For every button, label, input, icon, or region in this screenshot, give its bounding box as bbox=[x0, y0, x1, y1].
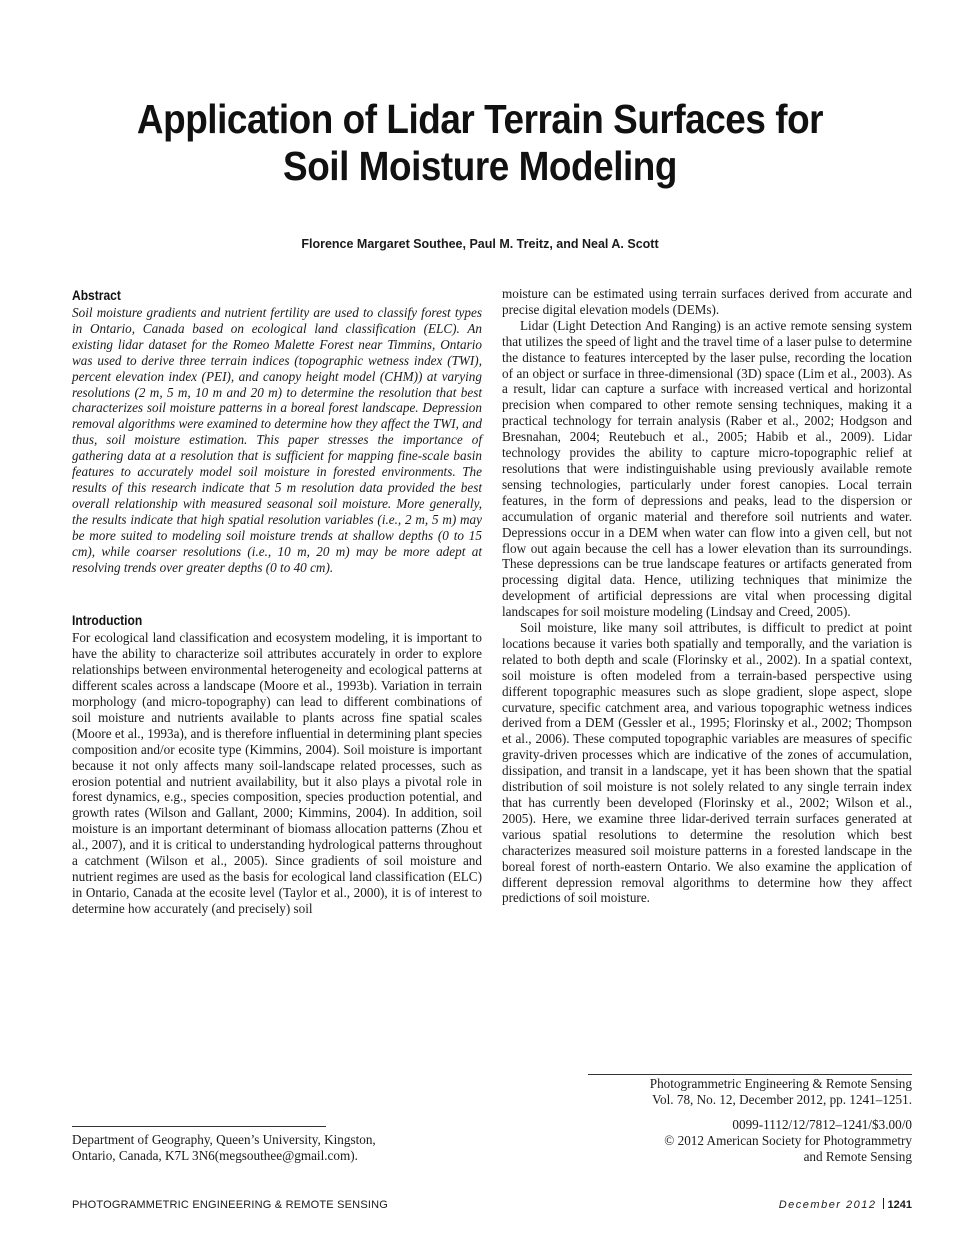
affiliation-line: Department of Geography, Queen’s University, Kingston, bbox=[72, 1132, 376, 1147]
journal-issn: 0099-1112/12/7812–1241/$3.00/0 bbox=[732, 1117, 912, 1132]
lidar-paragraph: Lidar (Light Detection And Ranging) is an active remote sensing system that utilizes the speed of light and the travel time of a laser pulse to determine the distance to features intercepted by the laser pulse, recording the location of an object or surface in three-dimensional (3D) space (Lim et al., 2003). As a result, lidar can capture a surface with increased vertical and horizontal precision when compared to other remote sensing techniques, making it a practical technology for terrain analysis (Raber et al., 2002; Hodgson and Bresnahan, 2004; Reutebuch et al., 2005; Habib et al., 2009). Lidar technology provides the ability to capture micro-topographic relief at resolutions that were indistinguishable using previously available remote sensing technologies, particularly under forest canopies. Local terrain features, in the form of depressions and peaks, lead to the dispersion or accumulation of organic material and therefore soil nutrients and water. Depressions occur in a DEM when water can flow into a given cell, but not flow out again because the cell has a lower elevation than its surroundings. These depressions can be true landscape features or artifacts generated from processing digital data. Hence, utilizing techniques that minimize the development of artificial depressions are vital when processing digital landscapes for soil moisture modeling (Lindsay and Creed, 2005). bbox=[502, 317, 912, 620]
affiliation-line-2: Ontario, Canada, K7L 3N6(megsouthee@gmail.com). bbox=[72, 1148, 358, 1163]
author-affiliation bbox=[72, 1132, 482, 1164]
footnote-rule bbox=[72, 1126, 326, 1127]
copyright-line: © 2012 American Society for Photogrammetry bbox=[664, 1133, 912, 1148]
right-column bbox=[502, 286, 912, 906]
soil-moisture-paragraph: Soil moisture, like many soil attributes, is difficult to predict at point locations because it varies both spatially and temporally, and the variation is related to both depth and scale (Florinsky et al., 2002). In a spatial context, soil moisture is often modeled from a terrain-based perspective using different topographic measures such as slope gradient, slope aspect, slope curvature, specific catchment area, and various topographic wetness indices derived from a DEM (Gessler et al., 1995; Florinsky et al., 2002; Thompson et al., 2006). These computed topographic variables are measures of specific gravity-driven processes which are indicative of the zones of accumulation, dissipation, and transit in a landscape, yet it has been shown that the spatial distribution of soil moisture is not solely related to any single terrain index that has currently been developed (Florinsky et al., 2002; Wilson et al., 2005). Here, we examine three lidar-derived terrain surfaces generated at various spatial resolutions to determine the resolution which best characterizes measured soil moisture patterns in a forested landscape in the boreal forest of north-eastern Ontario. We also examine the application of different depression removal algorithms to determine how they affect predictions of soil moisture. bbox=[502, 620, 912, 906]
abstract-text: Soil moisture gradients and nutrient fertility are used to classify forest types in Ontario, Canada based on ecological land classification (ELC). An existing lidar dataset for the Romeo Malette Forest near Timmins, Ontario was used to derive three terrain indices (topographic wetness index (TWI), percent elevation index (PEI), and canopy height model (CHM)) at varying resolutions (2 m, 5 m, 10 m and 20 m) to determine the resolution that best characterizes soil moisture patterns in a boreal forest landscape. Depression removal algorithms were examined to determine how they affect the TWI, and thus, soil moisture estimation. This paper stresses the importance of gathering data at a resolution that is sufficient for mapping fine-scale basin features to accurately model soil moisture in forested environments. The results of this research indicate that 5 m resolution data provided the best overall relationship with measured seasonal soil moisture. More generally, the results indicate that high spatial resolution variables (i.e., 2 m, 5 m) may be more suited to modeling soil moisture trends at shallow depths (0 to 15 cm), while coarser resolutions (i.e., 10 m, 20 m) may be more adept at resolving trends over greater depths (0 to 40 cm). bbox=[72, 305, 482, 575]
journal-name: Photogrammetric Engineering & Remote Sensing bbox=[649, 1076, 912, 1091]
journal-info-rule bbox=[588, 1074, 912, 1075]
article-title: Application of Lidar Terrain Surfaces for Soil Moisture Modeling bbox=[136, 96, 824, 189]
abstract-heading: Abstract bbox=[72, 287, 121, 303]
introduction-paragraph: For ecological land classification and ecosystem modeling, it is important to have the ability to characterize soil attributes accurately in order to explore relationships between environmental heterogeneity and ecological patterns at different scales across a landscape (Moore et al., 1993b). Variation in terrain morphology (and micro-topography) can lead to different combinations of soil moisture and nutrients available to plants across fine spatial scales (Moore et al., 1993a), and is therefore influential in determining plant species composition and/or ecosite type (Kimmins, 2004). Soil moisture is important because it not only affects many soil-landscape related processes, such as erosion potential and nutrient availability, but it also plays a pivotal role in forest dynamics, e.g., species composition, species production potential, and growth rates (Wilson and Gallant, 2000; Kimmins, 2004). In addition, soil moisture is an important determinant of biomass allocation patterns (Zhou et al., 2007), and it is critical to understanding hydrological patterns throughout a catchment (Wilson et al., 2005). Since gradients of soil moisture and nutrient regimes are used as the basis for ecological land classification (ELC) in Ontario, Canada at the ecosite level (Taylor et al., 2000), it is of interest to determine how accurately (and precisely) soil bbox=[72, 630, 482, 916]
author-list: Florence Margaret Southee, Paul M. Treitz, and Neal A. Scott bbox=[301, 237, 659, 251]
journal-volume: Vol. 78, No. 12, December 2012, pp. 1241–1251. bbox=[652, 1092, 912, 1107]
introduction-paragraph-continued: moisture can be estimated using terrain surfaces derived from accurate and precise digital elevation models (DEMs). bbox=[502, 286, 912, 317]
journal-info bbox=[560, 1076, 912, 1165]
left-column bbox=[72, 286, 482, 917]
page-number: 1241 bbox=[887, 1199, 912, 1211]
introduction-heading: Introduction bbox=[72, 612, 143, 629]
footer-page-info bbox=[779, 1198, 912, 1211]
footer-journal-name: PHOTOGRAMMETRIC ENGINEERING & REMOTE SENSING bbox=[72, 1199, 389, 1211]
footer-separator bbox=[883, 1198, 884, 1209]
footer-date: December 2012 bbox=[778, 1199, 877, 1211]
copyright-line-2: and Remote Sensing bbox=[803, 1149, 912, 1164]
